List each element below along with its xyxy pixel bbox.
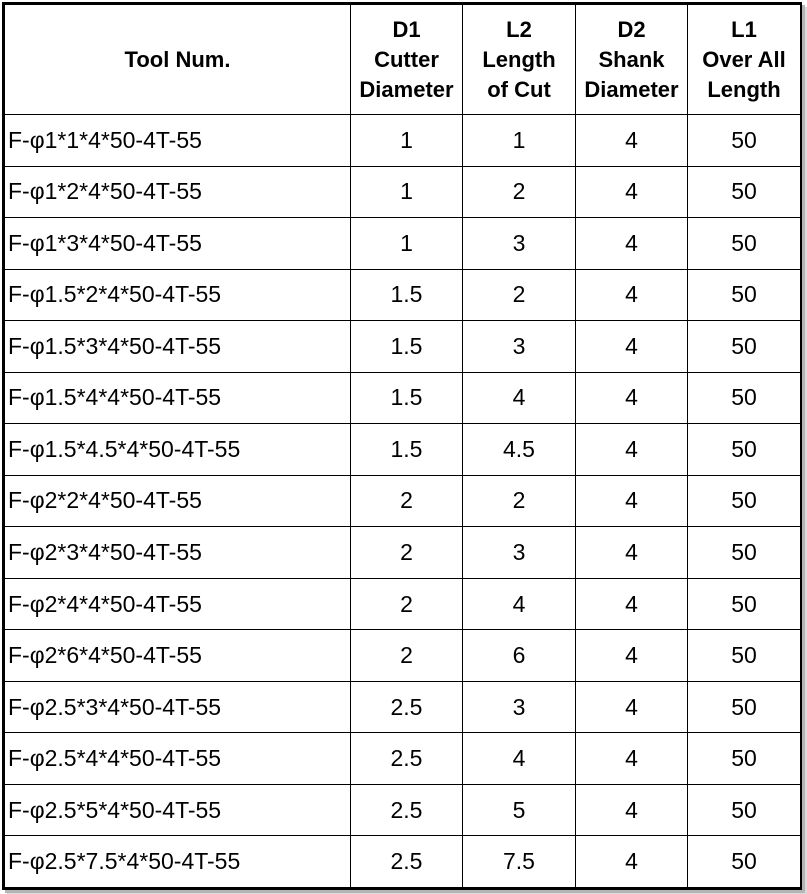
table-row [5,527,801,579]
table-row [5,218,801,270]
length-of-cut-cell: 1 [463,115,576,167]
shank-diameter-cell: 4 [576,784,688,836]
shank-diameter-cell: 4 [576,321,688,373]
overall-length-cell: 50 [688,321,801,373]
table-row [5,578,801,630]
header-d1-cutter-diameter: D1 Cutter Diameter [351,5,463,115]
overall-length-cell: 50 [688,630,801,682]
header-d2-shank-diameter: D2 Shank Diameter [576,5,688,115]
table-row [5,681,801,733]
cutter-diameter-cell: 2 [351,527,463,579]
tool-num-cell: F-φ1.5*4.5*4*50-4T-55 [5,424,351,476]
overall-length-cell: 50 [688,733,801,785]
length-of-cut-cell: 2 [463,269,576,321]
cutter-diameter-cell: 1 [351,115,463,167]
cutter-diameter-cell: 1.5 [351,269,463,321]
header-l1-overall-length: L1 Over All Length [688,5,801,115]
overall-length-cell: 50 [688,836,801,888]
length-of-cut-cell: 4 [463,578,576,630]
shank-diameter-cell: 4 [576,527,688,579]
header-row [5,5,801,115]
tool-num-cell: F-φ1*3*4*50-4T-55 [5,218,351,270]
shank-diameter-cell: 4 [576,836,688,888]
shank-diameter-cell: 4 [576,475,688,527]
overall-length-cell: 50 [688,166,801,218]
overall-length-cell: 50 [688,269,801,321]
tool-num-cell: F-φ2*2*4*50-4T-55 [5,475,351,527]
tool-num-cell: F-φ2*6*4*50-4T-55 [5,630,351,682]
cutter-diameter-cell: 1.5 [351,372,463,424]
length-of-cut-cell: 5 [463,784,576,836]
cutter-diameter-cell: 2.5 [351,733,463,785]
table-row [5,733,801,785]
tool-num-cell: F-φ2.5*4*4*50-4T-55 [5,733,351,785]
cutter-diameter-cell: 1 [351,218,463,270]
shank-diameter-cell: 4 [576,166,688,218]
tool-num-cell: F-φ1*2*4*50-4T-55 [5,166,351,218]
length-of-cut-cell: 2 [463,475,576,527]
cutter-diameter-cell: 2.5 [351,681,463,733]
shank-diameter-cell: 4 [576,372,688,424]
tool-num-cell: F-φ1.5*2*4*50-4T-55 [5,269,351,321]
overall-length-cell: 50 [688,681,801,733]
tool-spec-table [4,4,801,888]
shank-diameter-cell: 4 [576,578,688,630]
table-row [5,424,801,476]
shank-diameter-cell: 4 [576,218,688,270]
shank-diameter-cell: 4 [576,115,688,167]
length-of-cut-cell: 6 [463,630,576,682]
tool-num-cell: F-φ1.5*3*4*50-4T-55 [5,321,351,373]
cutter-diameter-cell: 2 [351,475,463,527]
overall-length-cell: 50 [688,578,801,630]
table-row [5,836,801,888]
overall-length-cell: 50 [688,115,801,167]
length-of-cut-cell: 3 [463,681,576,733]
length-of-cut-cell: 2 [463,166,576,218]
overall-length-cell: 50 [688,475,801,527]
cutter-diameter-cell: 2 [351,630,463,682]
table-row [5,115,801,167]
overall-length-cell: 50 [688,218,801,270]
cutter-diameter-cell: 2.5 [351,784,463,836]
length-of-cut-cell: 4.5 [463,424,576,476]
tool-num-cell: F-φ2.5*5*4*50-4T-55 [5,784,351,836]
cutter-diameter-cell: 1 [351,166,463,218]
shank-diameter-cell: 4 [576,681,688,733]
header-tool-num: Tool Num. [5,5,351,115]
tool-num-cell: F-φ2.5*3*4*50-4T-55 [5,681,351,733]
table-row [5,166,801,218]
table-row [5,269,801,321]
table-row [5,630,801,682]
shank-diameter-cell: 4 [576,269,688,321]
length-of-cut-cell: 4 [463,372,576,424]
length-of-cut-cell: 7.5 [463,836,576,888]
spec-table-frame [2,2,802,890]
shank-diameter-cell: 4 [576,733,688,785]
shank-diameter-cell: 4 [576,630,688,682]
cutter-diameter-cell: 1.5 [351,424,463,476]
overall-length-cell: 50 [688,372,801,424]
length-of-cut-cell: 3 [463,218,576,270]
table-row [5,372,801,424]
cutter-diameter-cell: 2.5 [351,836,463,888]
tool-num-cell: F-φ2.5*7.5*4*50-4T-55 [5,836,351,888]
length-of-cut-cell: 3 [463,527,576,579]
cutter-diameter-cell: 1.5 [351,321,463,373]
shank-diameter-cell: 4 [576,424,688,476]
length-of-cut-cell: 4 [463,733,576,785]
table-row [5,784,801,836]
overall-length-cell: 50 [688,424,801,476]
tool-num-cell: F-φ1*1*4*50-4T-55 [5,115,351,167]
overall-length-cell: 50 [688,527,801,579]
overall-length-cell: 50 [688,784,801,836]
tool-num-cell: F-φ1.5*4*4*50-4T-55 [5,372,351,424]
cutter-diameter-cell: 2 [351,578,463,630]
header-l2-length-of-cut: L2 Length of Cut [463,5,576,115]
length-of-cut-cell: 3 [463,321,576,373]
tool-num-cell: F-φ2*3*4*50-4T-55 [5,527,351,579]
table-row [5,475,801,527]
table-row [5,321,801,373]
tool-num-cell: F-φ2*4*4*50-4T-55 [5,578,351,630]
